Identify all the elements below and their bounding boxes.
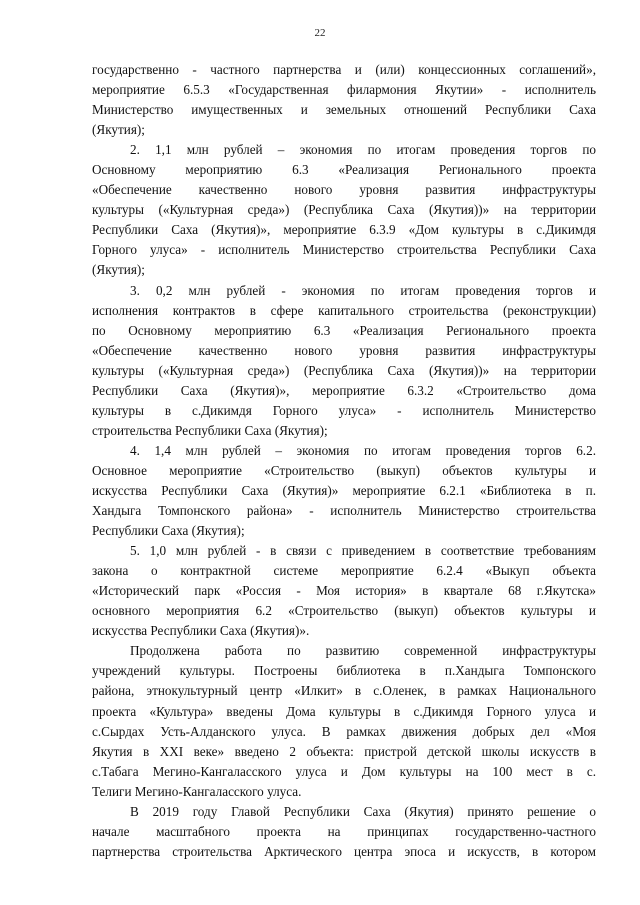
text-line: с.Сырдах Усть-Алданского улуса. В рамках движения добрых дел «Моя — [92, 723, 596, 739]
text-line: Республики Саха (Якутия)», мероприятие 6.3.9 «Дом культуры в с.Дикимдя — [92, 222, 596, 238]
text-line: Якутия в XXI веке» введено 2 объекта: пристрой детской школы искусств в — [92, 743, 596, 759]
paragraph-infrastructure — [92, 641, 596, 801]
text-line: Министерство имущественных и земельных отношений Республики Саха — [92, 102, 596, 118]
text-line: В 2019 году Главой Республики Саха (Якутия) принято решение о — [130, 803, 596, 819]
text-line: Продолжена работа по развитию современной инфраструктуры — [130, 643, 596, 659]
paragraph-item-2 — [92, 140, 596, 280]
page-number: 22 — [314, 27, 326, 39]
text-line: Хандыга Томпонского района» - исполнитель Министерство строительства — [92, 503, 596, 519]
text-line: культуры («Культурная среда») (Республика Саха (Якутия))» на территории — [92, 362, 596, 378]
text-line: Телиги Мегино-Кангаласского улуса. — [92, 783, 302, 799]
text-line: 4. 1,4 млн рублей – экономия по итогам проведения торгов 6.2. — [130, 442, 596, 458]
text-line: «Исторический парк «Россия - Моя история» в квартале 68 г.Якутска» — [92, 583, 596, 599]
text-line: партнерства строительства Арктического центра эпоса и искусств, в котором — [92, 843, 596, 859]
text-line: 5. 1,0 млн рублей - в связи с приведением в соответствие требованиям — [130, 543, 596, 559]
text-line: строительства Республики Саха (Якутия); — [92, 422, 328, 438]
text-line: Республики Саха (Якутия)», мероприятие 6.3.2 «Строительство дома — [92, 382, 596, 398]
text-line: государственно - частного партнерства и (или) концессионных соглашений», — [92, 62, 596, 77]
text-line: с.Табага Мегино-Кангаласского улуса и Дом культуры на 100 мест в с. — [92, 763, 596, 779]
text-line: культуры в с.Дикимдя Горного улуса» - исполнитель Министерство — [92, 402, 596, 418]
text-line: района, этнокультурный центр «Илкит» в с.Оленек, в рамках Национального — [92, 683, 596, 699]
text-line: Основное мероприятие «Строительство (выкуп) объектов культуры и — [92, 462, 596, 478]
text-line: закона о контрактной системе мероприятие 6.2.4 «Выкуп объекта — [92, 563, 596, 579]
text-line: культуры («Культурная среда») (Республика Саха (Якутия))» на территории — [92, 202, 596, 218]
paragraph-continuation — [92, 60, 596, 140]
text-line: «Обеспечение качественно нового уровня развития инфраструктуры — [92, 342, 596, 358]
text-line: проекта «Культура» введены Дома культуры в с.Дикимдя Горного улуса и — [92, 703, 596, 719]
text-line: (Якутия); — [92, 262, 145, 278]
text-line: (Якутия); — [92, 122, 145, 138]
document-body — [92, 60, 596, 862]
text-line: искусства Республики Саха (Якутия)» мероприятие 6.2.1 «Библиотека в п. — [92, 482, 596, 498]
text-line: мероприятие 6.5.3 «Государственная филармония Якутии» - исполнитель — [92, 82, 596, 98]
paragraph-item-5 — [92, 541, 596, 641]
paragraph-arctic-center — [92, 802, 596, 862]
paragraph-item-4 — [92, 441, 596, 541]
paragraph-item-3 — [92, 281, 596, 441]
text-line: Основному мероприятию 6.3 «Реализация Регионального проекта — [92, 162, 596, 178]
text-line: Горного улуса» - исполнитель Министерство строительства Республики Саха — [92, 242, 596, 258]
text-line: начале масштабного проекта на принципах государственно-частного — [92, 823, 596, 839]
text-line: исполнения контрактов в сфере капитального строительства (реконструкции) — [92, 302, 596, 318]
text-line: учреждений культуры. Построены библиотека в п.Хандыга Томпонского — [92, 663, 596, 679]
text-line: искусства Республики Саха (Якутия)». — [92, 623, 310, 639]
text-line: 2. 1,1 млн рублей – экономия по итогам проведения торгов по — [130, 142, 596, 158]
text-line: по Основному мероприятию 6.3 «Реализация Регионального проекта — [92, 322, 596, 338]
text-line: 3. 0,2 млн рублей - экономия по итогам проведения торгов и — [130, 282, 596, 298]
text-line: основного мероприятия 6.2 «Строительство (выкуп) объектов культуры и — [92, 603, 596, 619]
text-line: «Обеспечение качественно нового уровня развития инфраструктуры — [92, 182, 596, 198]
text-line: Республики Саха (Якутия); — [92, 523, 245, 539]
